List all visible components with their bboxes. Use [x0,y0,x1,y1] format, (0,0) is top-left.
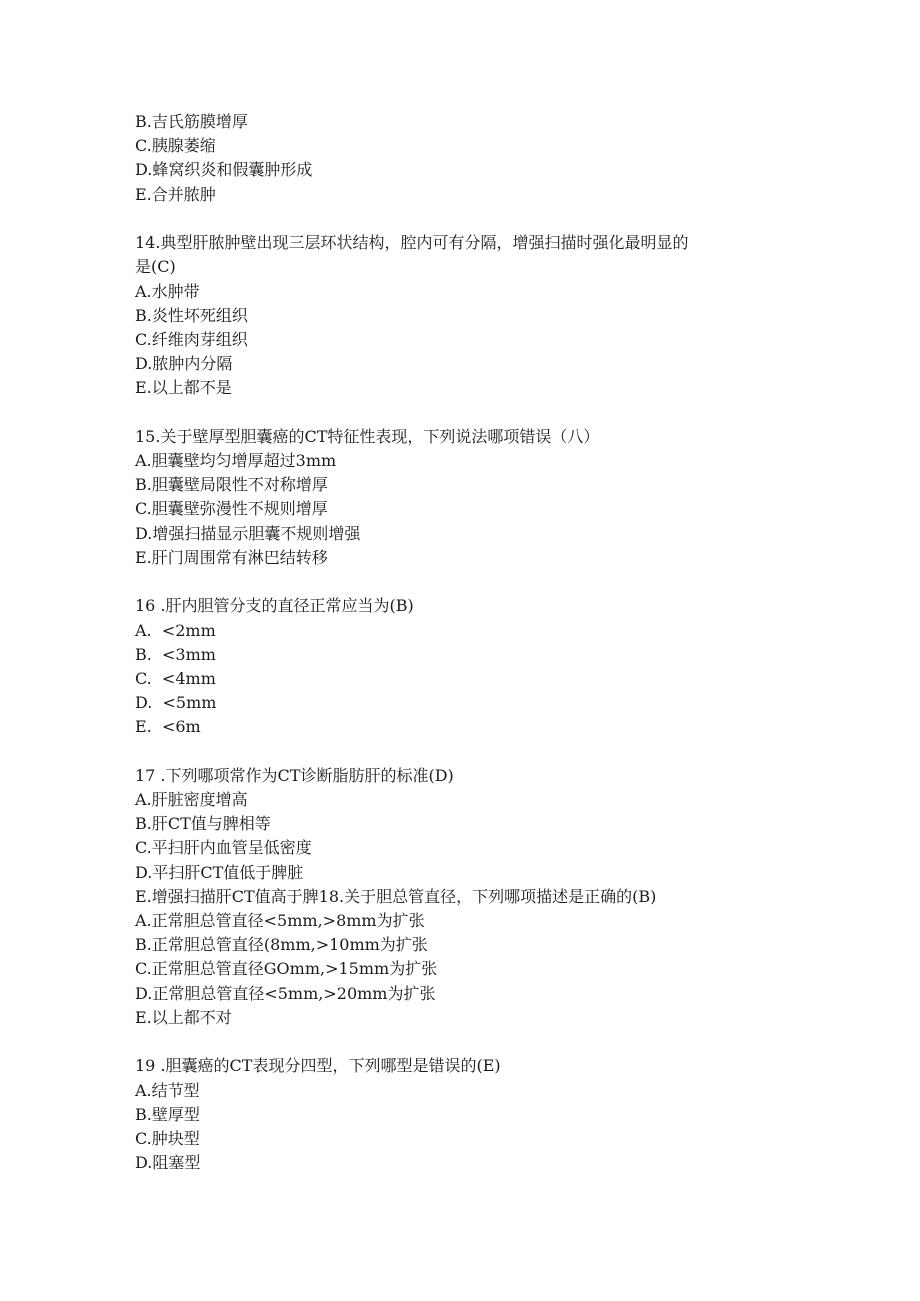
answer-option: B. <3mm [135,644,216,664]
answer-option: B.胆囊壁局限性不对称增厚 [135,475,328,495]
answer-option: C.平扫肝内血管呈低密度 [135,838,312,858]
answer-option: A.正常胆总管直径<5mm,>8mm为扩张 [135,911,425,930]
answer-option: C.肿块型 [135,1128,200,1148]
answer-option: A.胆囊壁均匀增厚超过3mm [135,451,337,471]
answer-option: B.正常胆总管直径(8mm,>10mm为扩张 [135,935,428,955]
answer-option: E.肝门周围常有淋巴结转移 [135,547,328,567]
answer-option: C.胆囊壁弥漫性不规则增厚 [135,499,328,519]
answer-option: E.以上都不对 [135,1007,232,1027]
block-gap [135,207,795,231]
answer-option: B.炎性坏死组织 [135,305,248,325]
answer-option: C.纤维肉芽组织 [135,329,248,349]
block-gap [135,570,795,594]
question-block [135,1054,795,1175]
block-gap [135,400,795,424]
question-text: 14.典型肝脓肿壁出现三层环状结构，腔内可有分隔，增强扫描时强化最明显的 [135,233,689,253]
answer-option: B.壁厚型 [135,1104,200,1124]
question-block [135,764,795,1030]
answer-option: D.正常胆总管直径<5mm,>20mm为扩张 [135,983,436,1003]
answer-option: C.胰腺萎缩 [135,136,216,156]
question-text: 17 .下列哪项常作为CT诊断脂肪肝的标准(D) [135,765,454,785]
answer-option: D.蜂窝织炎和假囊肿形成 [135,160,313,180]
answer-option: A.结节型 [135,1080,200,1100]
answer-option: B.肝CT值与脾相等 [135,814,271,834]
answer-option: E. <6m [135,717,201,737]
answer-option: D.脓肿内分隔 [135,354,233,374]
answer-option: E.以上都不是 [135,378,232,398]
answer-option: A.水肿带 [135,281,200,301]
answer-option: D. <5mm [135,693,217,713]
question-list [135,110,795,1175]
question-text: 15.关于壁厚型胆囊癌的CT特征性表现，下列说法哪项错误（八） [135,426,600,446]
question-block [135,425,795,570]
question-block [135,231,795,400]
answer-option: E.增强扫描肝CT值高于脾18.关于胆总管直径，下列哪项描述是正确的(B) [135,886,657,906]
block-gap [135,1030,795,1054]
answer-option: A.肝脏密度增高 [135,790,248,810]
question-block [135,110,795,207]
answer-option: C.正常胆总管直径GOmm,>15mm为扩张 [135,959,438,979]
question-text: 16 .肝内胆管分支的直径正常应当为(B) [135,596,414,616]
answer-option: B.吉氏筋膜增厚 [135,112,248,131]
answer-option: D.增强扫描显示胆囊不规则增强 [135,523,361,543]
answer-option: D.阻塞型 [135,1153,201,1173]
answer-option: A. <2mm [135,620,216,640]
question-text: 是(C) [135,257,176,277]
answer-option: D.平扫肝CT值低于脾脏 [135,862,304,882]
block-gap [135,739,795,763]
question-text: 19 .胆囊癌的CT表现分四型，下列哪型是错误的(E) [135,1056,501,1076]
question-block [135,594,795,739]
answer-option: C. <4mm [135,668,216,688]
answer-option: E.合并脓肿 [135,184,216,204]
